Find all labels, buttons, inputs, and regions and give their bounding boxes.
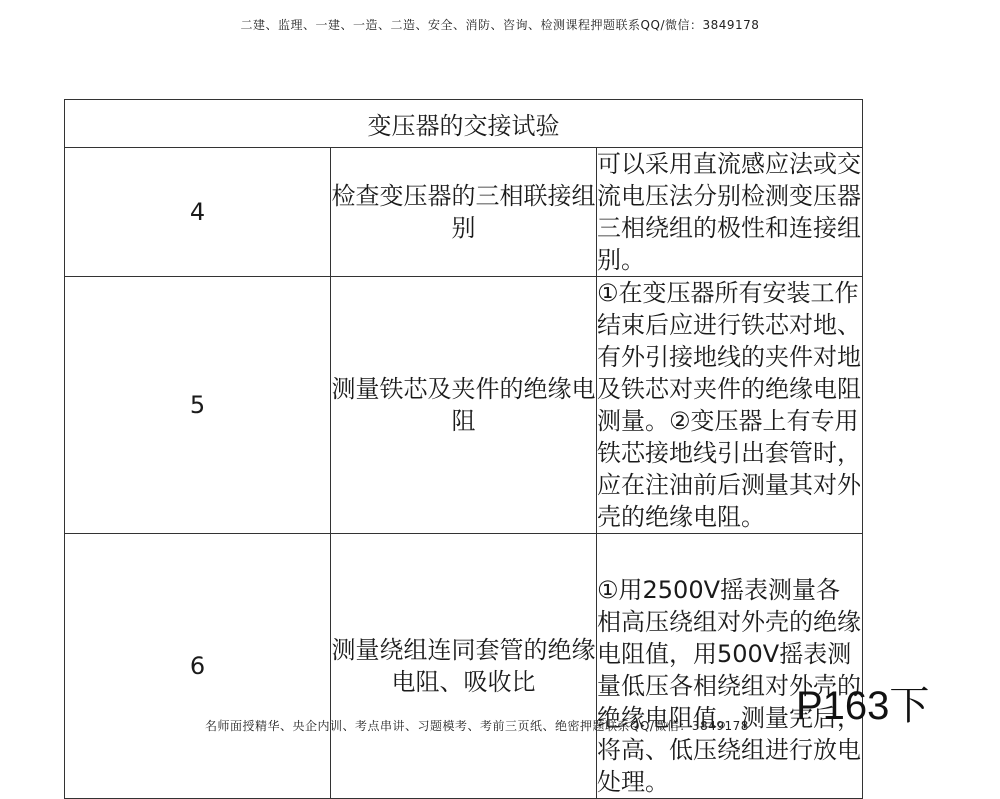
row-number: 5 (65, 277, 331, 534)
row-number: 4 (65, 148, 331, 277)
row-item: 测量绕组连同套管的绝缘电阻、吸收比 (331, 534, 597, 799)
inspection-table (64, 99, 863, 799)
table-row (65, 534, 863, 799)
row-number: 6 (65, 534, 331, 799)
row-content: 可以采用直流感应法或交流电压法分别检测变压器三相绕组的极性和连接组别。 (597, 148, 863, 277)
footer-banner: 名师面授精华、央企内训、考点串讲、习题模考、考前三页纸、绝密押题联系QQ/微信：3849178 (205, 719, 749, 733)
row-item: 测量铁芯及夹件的绝缘电阻 (331, 277, 597, 534)
row-item: 检查变压器的三相联接组别 (331, 148, 597, 277)
row-content: ①用2500V摇表测量各相高压绕组对外壳的绝缘电阻值，用500V摇表测量低压各相绕组对外壳的绝缘电阻值。测量完后，将高、低压绕组进行放电处理。 (597, 534, 863, 799)
header-banner: 二建、监理、一建、一造、二造、安全、消防、咨询、检测课程押题联系QQ/微信：3849178 (240, 18, 760, 32)
page-label: P163下 (796, 684, 930, 728)
table-row (65, 148, 863, 277)
table-row (65, 277, 863, 534)
row-content: ①在变压器所有安装工作结束后应进行铁芯对地、有外引接地线的夹件对地及铁芯对夹件的绝缘电阻测量。②变压器上有专用铁芯接地线引出套管时，应在注油前后测量其对外壳的绝缘电阻。 (597, 277, 863, 534)
table-title: 变压器的交接试验 (65, 100, 863, 148)
